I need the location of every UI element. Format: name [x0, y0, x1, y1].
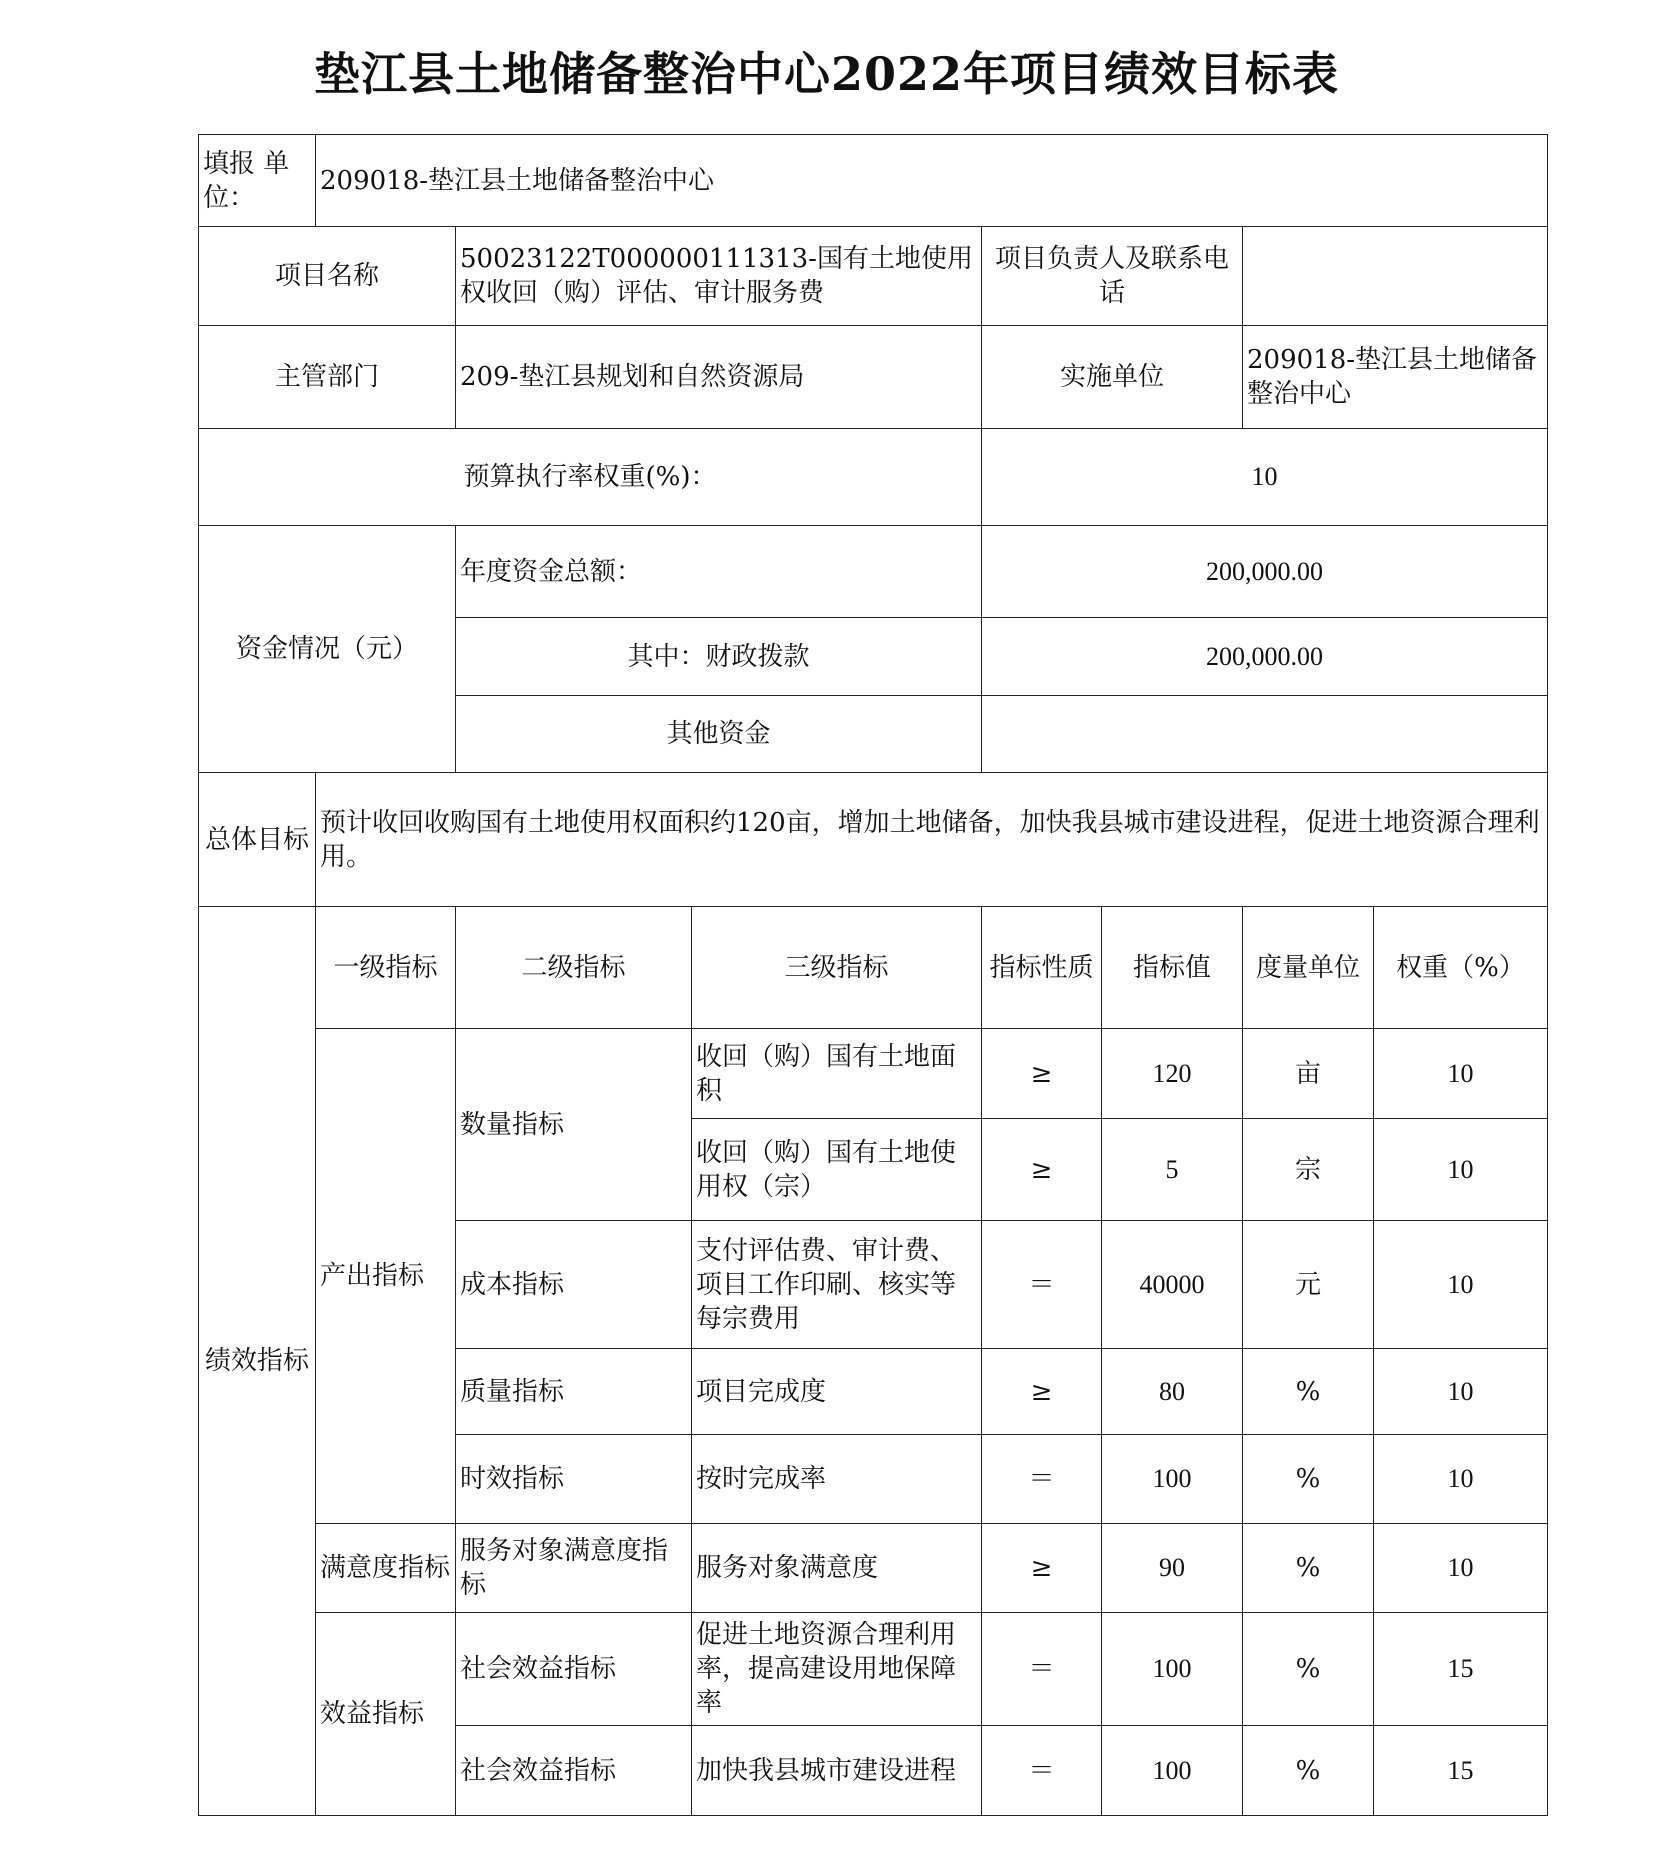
level3-cell: 加快我县城市建设进程: [692, 1726, 982, 1816]
other-funds-label: 其他资金: [456, 696, 982, 773]
level1-benefit: 效益指标: [316, 1613, 456, 1816]
unit-cell: 亩: [1243, 1029, 1374, 1119]
header-level2: 二级指标: [456, 907, 692, 1029]
unit-row: [199, 135, 1548, 227]
value-cell: 100: [1102, 1435, 1243, 1524]
fiscal-label: 其中：财政拨款: [456, 618, 982, 696]
nature-cell: ＝: [982, 1613, 1102, 1726]
level3-cell: 服务对象满意度: [692, 1524, 982, 1613]
unit-cell: %: [1243, 1726, 1374, 1816]
level2-social: 社会效益指标: [456, 1613, 692, 1726]
unit-cell: 宗: [1243, 1119, 1374, 1221]
unit-value: 209018-垫江县土地储备整治中心: [316, 135, 1548, 227]
indicator-row: [199, 1029, 1548, 1119]
header-weight: 权重（%）: [1374, 907, 1548, 1029]
weight-cell: 10: [1374, 1221, 1548, 1349]
impl-value: 209018-垫江县土地储备整治中心: [1243, 326, 1548, 429]
annual-total-value: 200,000.00: [982, 526, 1548, 618]
budget-rate-value: 10: [982, 429, 1548, 526]
weight-cell: 10: [1374, 1119, 1548, 1221]
contact-value: [1243, 227, 1548, 326]
overall-goal-row: [199, 773, 1548, 907]
level2-service: 服务对象满意度指标: [456, 1524, 692, 1613]
impl-label: 实施单位: [982, 326, 1243, 429]
header-nature: 指标性质: [982, 907, 1102, 1029]
level2-quantity: 数量指标: [456, 1029, 692, 1221]
overall-goal-label: 总体目标: [199, 773, 316, 907]
nature-cell: ≥: [982, 1119, 1102, 1221]
value-cell: 90: [1102, 1524, 1243, 1613]
header-value: 指标值: [1102, 907, 1243, 1029]
header-level3: 三级指标: [692, 907, 982, 1029]
nature-cell: ≥: [982, 1349, 1102, 1435]
level2-quality: 质量指标: [456, 1349, 692, 1435]
unit-cell: %: [1243, 1524, 1374, 1613]
level2-cost: 成本指标: [456, 1221, 692, 1349]
value-cell: 100: [1102, 1613, 1243, 1726]
dept-label: 主管部门: [199, 326, 456, 429]
annual-total-label: 年度资金总额：: [456, 526, 982, 618]
unit-cell: 元: [1243, 1221, 1374, 1349]
level3-cell: 项目完成度: [692, 1349, 982, 1435]
indicator-header-row: [199, 907, 1548, 1029]
level1-output: 产出指标: [316, 1029, 456, 1524]
nature-cell: ＝: [982, 1435, 1102, 1524]
value-cell: 100: [1102, 1726, 1243, 1816]
header-unit: 度量单位: [1243, 907, 1374, 1029]
weight-cell: 15: [1374, 1613, 1548, 1726]
level3-cell: 收回（购）国有土地使用权（宗）: [692, 1119, 982, 1221]
dept-row: [199, 326, 1548, 429]
budget-rate-label: 预算执行率权重(%)：: [199, 429, 982, 526]
level3-cell: 支付评估费、审计费、项目工作印刷、核实等每宗费用: [692, 1221, 982, 1349]
dept-value: 209-垫江县规划和自然资源局: [456, 326, 982, 429]
level3-cell: 收回（购）国有土地面积: [692, 1029, 982, 1119]
level1-satisfaction: 满意度指标: [316, 1524, 456, 1613]
page-title: 垫江县土地储备整治中心2022年项目绩效目标表: [313, 47, 1340, 101]
nature-cell: ＝: [982, 1726, 1102, 1816]
level3-cell: 促进土地资源合理利用率，提高建设用地保障率: [692, 1613, 982, 1726]
indicator-row: [199, 1613, 1548, 1726]
value-cell: 5: [1102, 1119, 1243, 1221]
weight-cell: 10: [1374, 1349, 1548, 1435]
fiscal-value: 200,000.00: [982, 618, 1548, 696]
performance-target-table: [198, 134, 1548, 1816]
project-name-row: [199, 227, 1548, 326]
level2-social: 社会效益指标: [456, 1726, 692, 1816]
nature-cell: ≥: [982, 1029, 1102, 1119]
unit-cell: %: [1243, 1613, 1374, 1726]
project-name-value: 50023122T000000111313-国有土地使用权收回（购）评估、审计服务费: [456, 227, 982, 326]
nature-cell: ≥: [982, 1524, 1102, 1613]
project-name-label: 项目名称: [199, 227, 456, 326]
weight-cell: 15: [1374, 1726, 1548, 1816]
unit-cell: %: [1243, 1349, 1374, 1435]
value-cell: 120: [1102, 1029, 1243, 1119]
weight-cell: 10: [1374, 1524, 1548, 1613]
value-cell: 80: [1102, 1349, 1243, 1435]
weight-cell: 10: [1374, 1029, 1548, 1119]
unit-label: 填报 单位：: [199, 135, 316, 227]
contact-label: 项目负责人及联系电话: [982, 227, 1243, 326]
level3-cell: 按时完成率: [692, 1435, 982, 1524]
annual-total-row: [199, 526, 1548, 618]
weight-cell: 10: [1374, 1435, 1548, 1524]
funds-label: 资金情况（元）: [199, 526, 456, 773]
overall-goal-value: 预计收回收购国有土地使用权面积约120亩，增加土地储备，加快我县城市建设进程，促进土地资源合理利用。: [316, 773, 1548, 907]
perf-indicator-label: 绩效指标: [199, 907, 316, 1816]
nature-cell: ＝: [982, 1221, 1102, 1349]
other-funds-value: [982, 696, 1548, 773]
value-cell: 40000: [1102, 1221, 1243, 1349]
level2-timeliness: 时效指标: [456, 1435, 692, 1524]
indicator-row: [199, 1524, 1548, 1613]
unit-cell: %: [1243, 1435, 1374, 1524]
header-level1: 一级指标: [316, 907, 456, 1029]
budget-rate-row: [199, 429, 1548, 526]
